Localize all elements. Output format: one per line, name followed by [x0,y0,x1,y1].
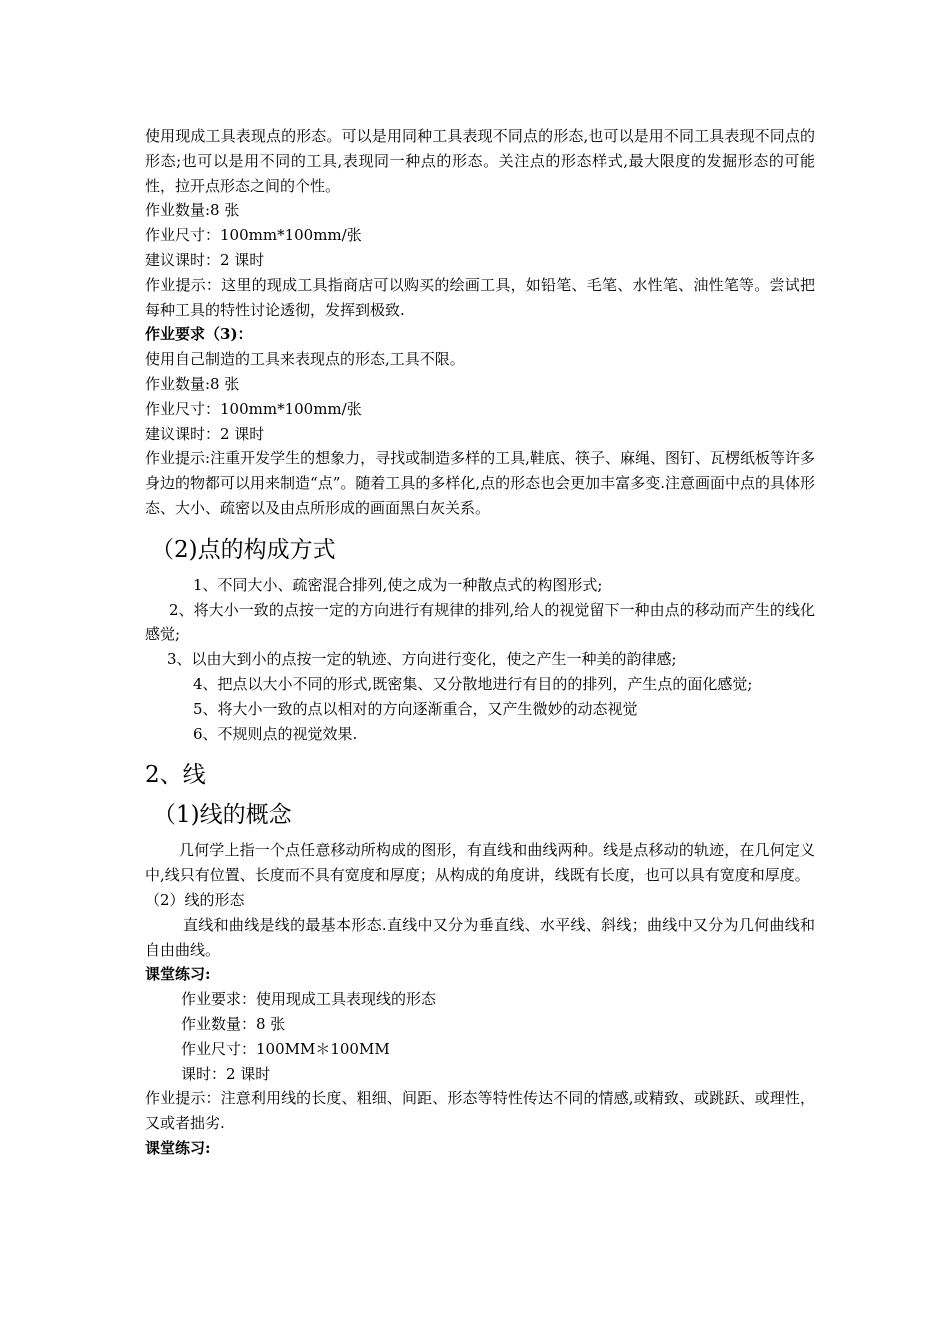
heading-line: 2、线 [145,762,206,789]
list-item: 4、把点以大小不同的形式,既密集、又分散地进行有目的的排列，产生点的面化感觉; [193,674,753,693]
suggested-hours: 建议课时：2 课时 [145,250,265,269]
list-item: 5、将大小一致的点以相对的方向逐渐重合，又产生微妙的动态视觉 [193,699,638,718]
list-item: 1、不同大小、疏密混合排列,使之成为一种散点式的构图形式; [193,575,603,594]
homework-tip: 作业提示：这里的现成工具指商店可以购买的绘画工具，如铅笔、毛笔、水性笔、油性笔等。尝试把每种工具的特性讨论透彻，发挥到极致. [145,275,815,319]
paragraph-line-form: 直线和曲线是线的最基本形态.直线中又分为垂直线、水平线、斜线；曲线中又分为几何曲线和自由曲线。 [145,915,815,959]
suggested-hours: 建议课时：2 课时 [145,424,265,443]
heading-line-concept: （1)线的概念 [153,802,292,829]
homework-size: 作业尺寸：100mm*100mm/张 [145,226,362,245]
homework-tip: 作业提示：注意利用线的长度、粗细、间距、形态等特性传达不同的情感,或精致、或跳跃、或理性，又或者拙劣. [145,1089,815,1133]
homework-requirement: 作业要求：使用现成工具表现线的形态 [181,990,437,1009]
list-item: 3、以由大到小的点按一定的轨迹、方向进行变化，使之产生一种美的韵律感; [167,650,677,669]
homework-size: 作业尺寸：100MM＊100MM [181,1039,390,1058]
classroom-practice-label: 课堂练习: [145,1138,211,1157]
paragraph-dot-form-tools: 使用现成工具表现点的形态。可以是用同种工具表现不同点的形态,也可以是用不同工具表现不同点的形态;也可以是用不同的工具,表现同一种点的形态。关注点的形态样式,最大限度的发掘形态的可能性，拉开点形态之间的个性。 [145,127,815,195]
list-item: 2、将大小一致的点按一定的方向进行有规律的排列,给人的视觉留下一种由点的移动而产生的线化感觉; [145,600,815,644]
document-page [145,124,815,1161]
list-item: 6、不规则点的视觉效果. [193,724,358,743]
heading-dot-composition: （2)点的构成方式 [151,536,336,563]
subheading-line-form: （2）线的形态 [145,890,245,909]
paragraph-line-definition: 几何学上指一个点任意移动所构成的图形，有直线和曲线两种。线是点移动的轨迹，在几何定义中,线只有位置、长度而不具有宽度和厚度；从构成的角度讲，线既有长度，也可以具有宽度和厚度。 [145,841,815,885]
class-hours: 课时：2 课时 [181,1064,271,1083]
homework-requirement-3: 作业要求（3)： [145,325,253,344]
homework-quantity: 作业数量:8 张 [145,201,240,220]
classroom-practice-label: 课堂练习: [145,965,211,984]
homework-quantity: 作业数量:8 张 [145,374,240,393]
homework-tip: 作业提示:注重开发学生的想象力，寻找或制造多样的工具,鞋底、筷子、麻绳、图钉、瓦楞纸板等许多身边的物都可以用来制造“点”。随着工具的多样化,点的形态也会更加丰富多变.注意画面中点的具体形态、大小、疏密以及由点所形成的画面黑白灰关系。 [145,449,815,517]
homework-size: 作业尺寸：100mm*100mm/张 [145,399,362,418]
homework-quantity: 作业数量：8 张 [181,1014,286,1033]
paragraph-self-made-tools: 使用自己制造的工具来表现点的形态,工具不限。 [145,350,465,369]
